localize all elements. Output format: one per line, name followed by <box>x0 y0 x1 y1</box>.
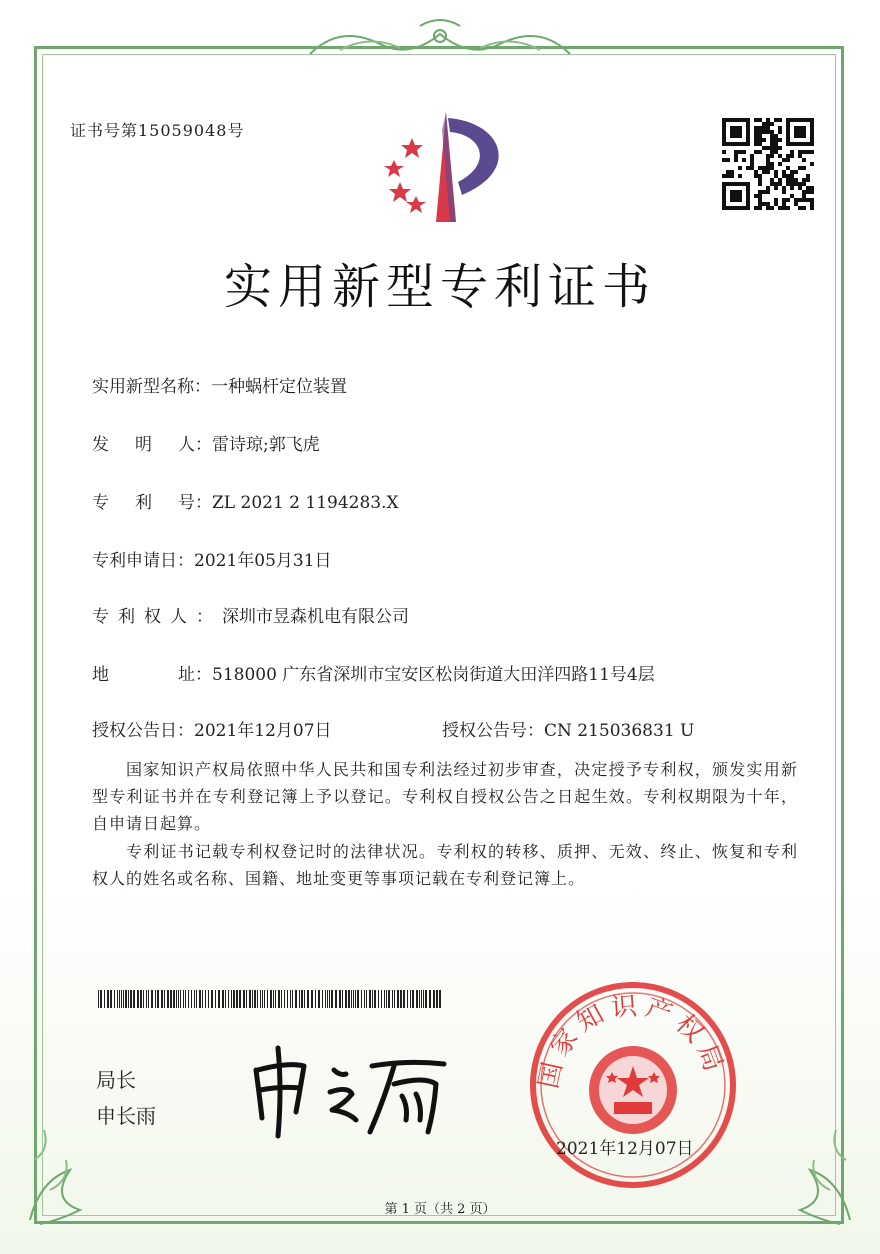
top-ornament <box>300 14 580 64</box>
inventor-value: 雷诗琼;郭飞虎 <box>212 435 320 455</box>
address-label-b: 址： <box>178 665 212 685</box>
patentee-row <box>92 602 409 627</box>
inventor-label-b: 明 <box>135 435 178 455</box>
filing-date-row <box>92 546 332 571</box>
publication-number-label: 授权公告号： <box>442 721 544 741</box>
barcode <box>98 990 442 1008</box>
utility-model-name-row <box>92 372 347 397</box>
director-title: 局长 <box>96 1068 136 1092</box>
inventor-label-a: 发 <box>92 435 135 455</box>
publication-number-row <box>442 716 694 741</box>
publication-number-value: CN 215036831 U <box>544 721 695 741</box>
patent-office-logo <box>372 110 522 225</box>
certificate-title: 实用新型专利证书 <box>223 259 656 315</box>
patentee-label: 专利权人： <box>92 607 222 627</box>
patent-number-label-a: 专 <box>92 493 135 513</box>
publication-date-row <box>92 716 332 741</box>
director-name: 申长雨 <box>96 1104 156 1128</box>
inventor-label-c: 人： <box>178 435 212 455</box>
patent-number-label-c: 号： <box>178 493 212 513</box>
filing-date-value: 2021年05月31日 <box>194 551 332 571</box>
patent-number-value: ZL 2021 2 1194283.X <box>212 493 399 513</box>
certificate-paragraph-2: 专利证书记载专利权登记时的法律状况。专利权的转移、质押、无效、终止、恢复和专利权人的姓名或名称、国籍、地址变更等事项记载在专利登记簿上。 <box>92 842 798 888</box>
patentee-value: 深圳市昱森机电有限公司 <box>222 607 409 627</box>
publication-date-label: 授权公告日： <box>92 721 194 741</box>
certificate-paragraph-1: 国家知识产权局依照中华人民共和国专利法经过初步审查，决定授予专利权，颁发实用新型专利证书并在专利登记簿上予以登记。专利权自授权公告之日起生效。专利权期限为十年，自申请日起算。 <box>92 760 798 833</box>
patent-number-label-b: 利 <box>135 493 178 513</box>
utility-model-name-label: 实用新型名称： <box>92 377 211 397</box>
address-row <box>92 660 655 685</box>
inventor-row <box>92 430 320 455</box>
utility-model-name-value: 一种蜗杆定位装置 <box>211 377 347 397</box>
seal-date: 2021年12月07日 <box>556 1139 694 1159</box>
address-value: 518000 广东省深圳市宝安区松岗街道大田洋四路11号4层 <box>212 665 655 685</box>
address-label-a: 地 <box>92 665 109 685</box>
filing-date-label: 专利申请日： <box>92 551 194 571</box>
qr-code <box>722 118 814 210</box>
director-signature <box>248 1040 458 1140</box>
seal-text: 国家知识产权局 <box>533 991 731 1092</box>
publication-date-value: 2021年12月07日 <box>194 721 332 741</box>
patent-number-row <box>92 488 399 513</box>
page-number: 第 1 页（共 2 页） <box>384 1202 496 1217</box>
certificate-number: 证书号第15059048号 <box>70 121 245 140</box>
